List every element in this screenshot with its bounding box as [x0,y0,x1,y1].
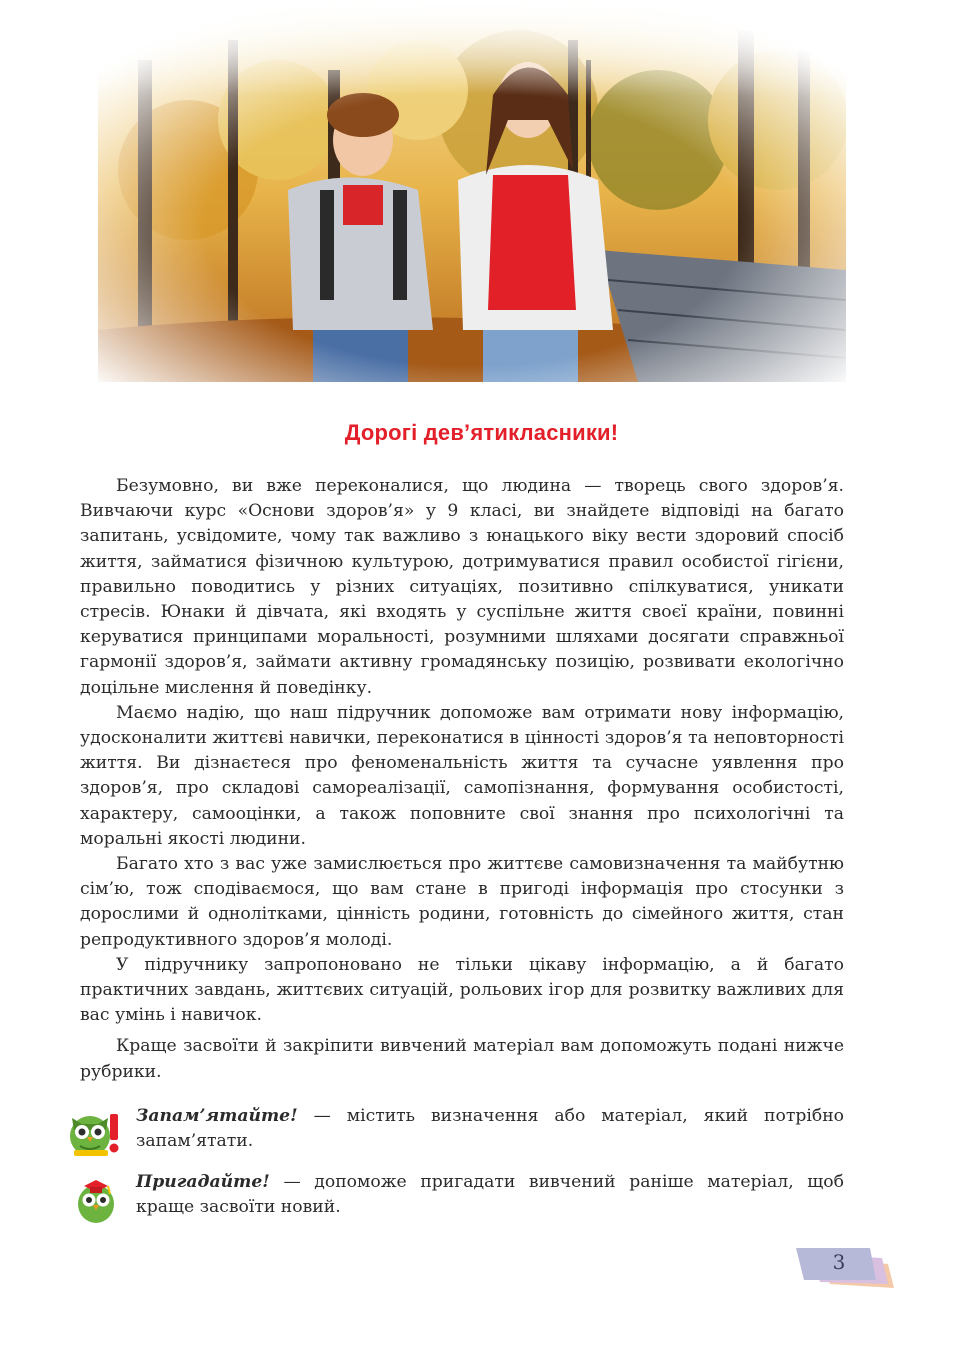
rubric-description: — допоможе пригадати вивчений раніше матеріал, щоб краще засвоїти новий. [136,1172,844,1217]
rubric-description: — містить визначення або матеріал, який потрібно запам’ятати. [136,1106,844,1151]
rubric-remember [68,1104,844,1160]
autumn-park-teens-photo [98,0,846,382]
page-number: 3 [832,1250,846,1274]
rubric-recall [68,1170,844,1226]
rubric-text [136,1104,844,1154]
page-heading: Дорогі дев’ятикласники! [344,420,619,445]
rubric-title: Пригадайте! [136,1172,270,1192]
paragraph: Маємо надію, що наш підручник допоможе вам отримати нову інформацію, удосконалити життєві навички, переконатися в цінності здоров’я та неповторності життя. Ви дізнаєтеся про феноменальність життя та сучасне уявлення про здоров’я, про складові самореалізації, самопізнання, формування особистості, характеру, самооцінки, а також поповните свої знання про психологічні та моральні якості людини. [80,702,844,849]
intro-text [80,474,844,1085]
rubric-text [136,1170,844,1220]
rubric-title: Запам’ятайте! [136,1106,298,1126]
owl-graduate-icon [68,1170,124,1226]
paragraph: Краще засвоїти й закріпити вивчений матеріал вам допоможуть подані нижче рубрики. [80,1036,844,1082]
paragraph: Багато хто з вас уже замислюється про життєве самовизначення та майбутню сім’ю, тож сподіваємося, що вам стане в пригоді інформація про стосунки з дорослими й однолітками, цінність родини, готовність до сімейного життя, стан репродуктивного здоров’я молоді. [80,854,844,950]
paragraph: Безумовно, ви вже переконалися, що людина — творець свого здоров’я. Вивчаючи курс «Основи здоров’я» у 9 класі, ви знайдете відповіді на багато запитань, усвідомите, чому так важливо з юнацького віку вести здоровий спосіб життя, займатися фізичною культурою, дотримуватися правил особистої гігієни, правильно поводитись у різних ситуаціях, позитивно спілкуватися, уникати стресів. Юнаки й дівчата, які входять у суспільне життя своєї країни, повинні керуватися принципами моральності, розумними шляхами досягати справжньої гармонії здоров’я, займати активну громадянську позицію, розвивати екологічно доцільне мислення й поведінку. [80,476,844,698]
owl-exclamation-icon [68,1104,124,1160]
paragraph: У підручнику запропоновано не тільки цікаву інформацію, а й багато практичних завдань, життєвих ситуацій, рольових ігор для розвитку важливих для вас умінь і навичок. [80,954,844,1026]
